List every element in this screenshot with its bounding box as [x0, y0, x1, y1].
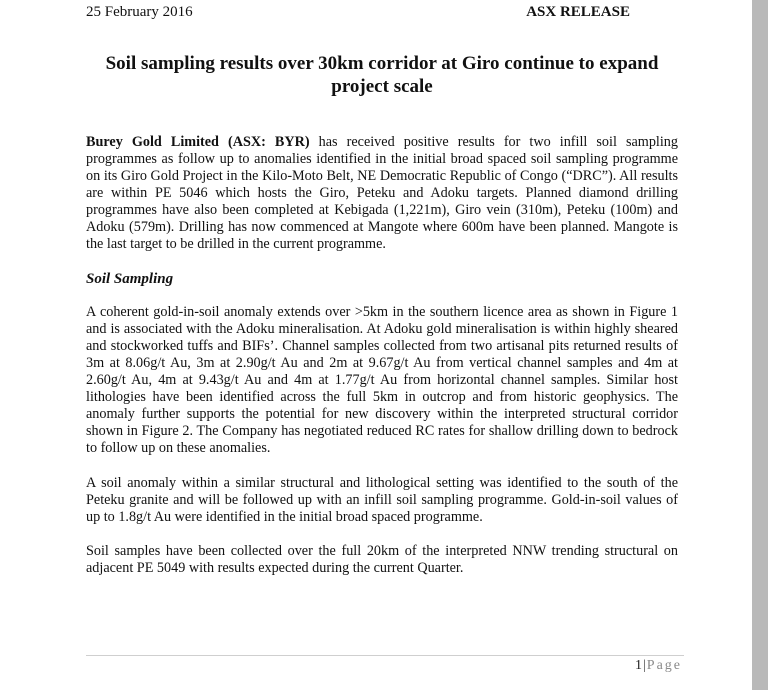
page-number: 1 [634, 658, 642, 673]
intro-text: has received positive results for two infill soil sampling programmes as follow up to anomalies identified in the initial broad spaced soil sampling programme on its Giro Gold Project in the Kilo-Moto Belt, NE Democratic Republic of Congo (“DRC”). All results are within PE 5046 which hosts the Giro, Peteku and Adoku targets. Planned diamond drilling programmes have also been completed at Kebigada (1,221m), Giro vein (310m), Peteku (100m) and Adoku (579m). Drilling has now commenced at Mangote where 600m have been planned. Mangote is the last target to be drilled in the current programme. [86, 134, 678, 252]
intro-paragraph [86, 134, 678, 253]
viewer-background-strip [752, 0, 768, 690]
document-title: Soil sampling results over 30km corridor at Giro continue to expand project scale [105, 53, 659, 97]
asx-release-label: ASX RELEASE [526, 4, 630, 20]
page-footer [635, 657, 682, 675]
company-name: Burey Gold Limited (ASX: BYR) [86, 134, 310, 150]
section-heading-soil-sampling: Soil Sampling [86, 271, 174, 287]
release-date: 25 February 2016 [86, 4, 193, 20]
paragraph-adoku-anomaly: A coherent gold-in-soil anomaly extends over >5km in the southern licence area as shown in Figure 1 and is associated with the Adoku mineralisation. At Adoku gold mineralisation is within highly sheared and stockworked tuffs and BIFs’. Channel samples collected from two artisanal pits returned results of 3m at 8.06g/t Au, 3m at 2.90g/t Au and 2m at 9.67g/t Au from vertical channel samples and 4m at 2.60g/t Au, 4m at 9.43g/t Au and 4m at 1.77g/t Au from horizontal channel samples. Similar host lithologies have been identified across the full 5km in outcrop and from historic geophysics. The anomaly further supports the potential for new discovery within the interpreted structural corridor shown in Figure 2. The Company has negotiated reduced RC rates for shallow drilling down to bedrock to follow up on these anomalies. [86, 304, 678, 456]
footer-separator: | [642, 658, 646, 673]
page-label: Page [646, 658, 682, 673]
paragraph-pe5049-samples: Soil samples have been collected over the full 20km of the interpreted NNW trending structural on adjacent PE 5049 with results expected during the current Quarter. [86, 543, 678, 576]
paragraph-peteku-anomaly: A soil anomaly within a similar structural and lithological setting was identified to the south of the Peteku granite and will be followed up with an infill soil sampling programme. Gold-in-soil values of up to 1.8g/t Au were identified in the initial broad spaced programme. [86, 475, 678, 525]
footer-divider [86, 655, 684, 656]
